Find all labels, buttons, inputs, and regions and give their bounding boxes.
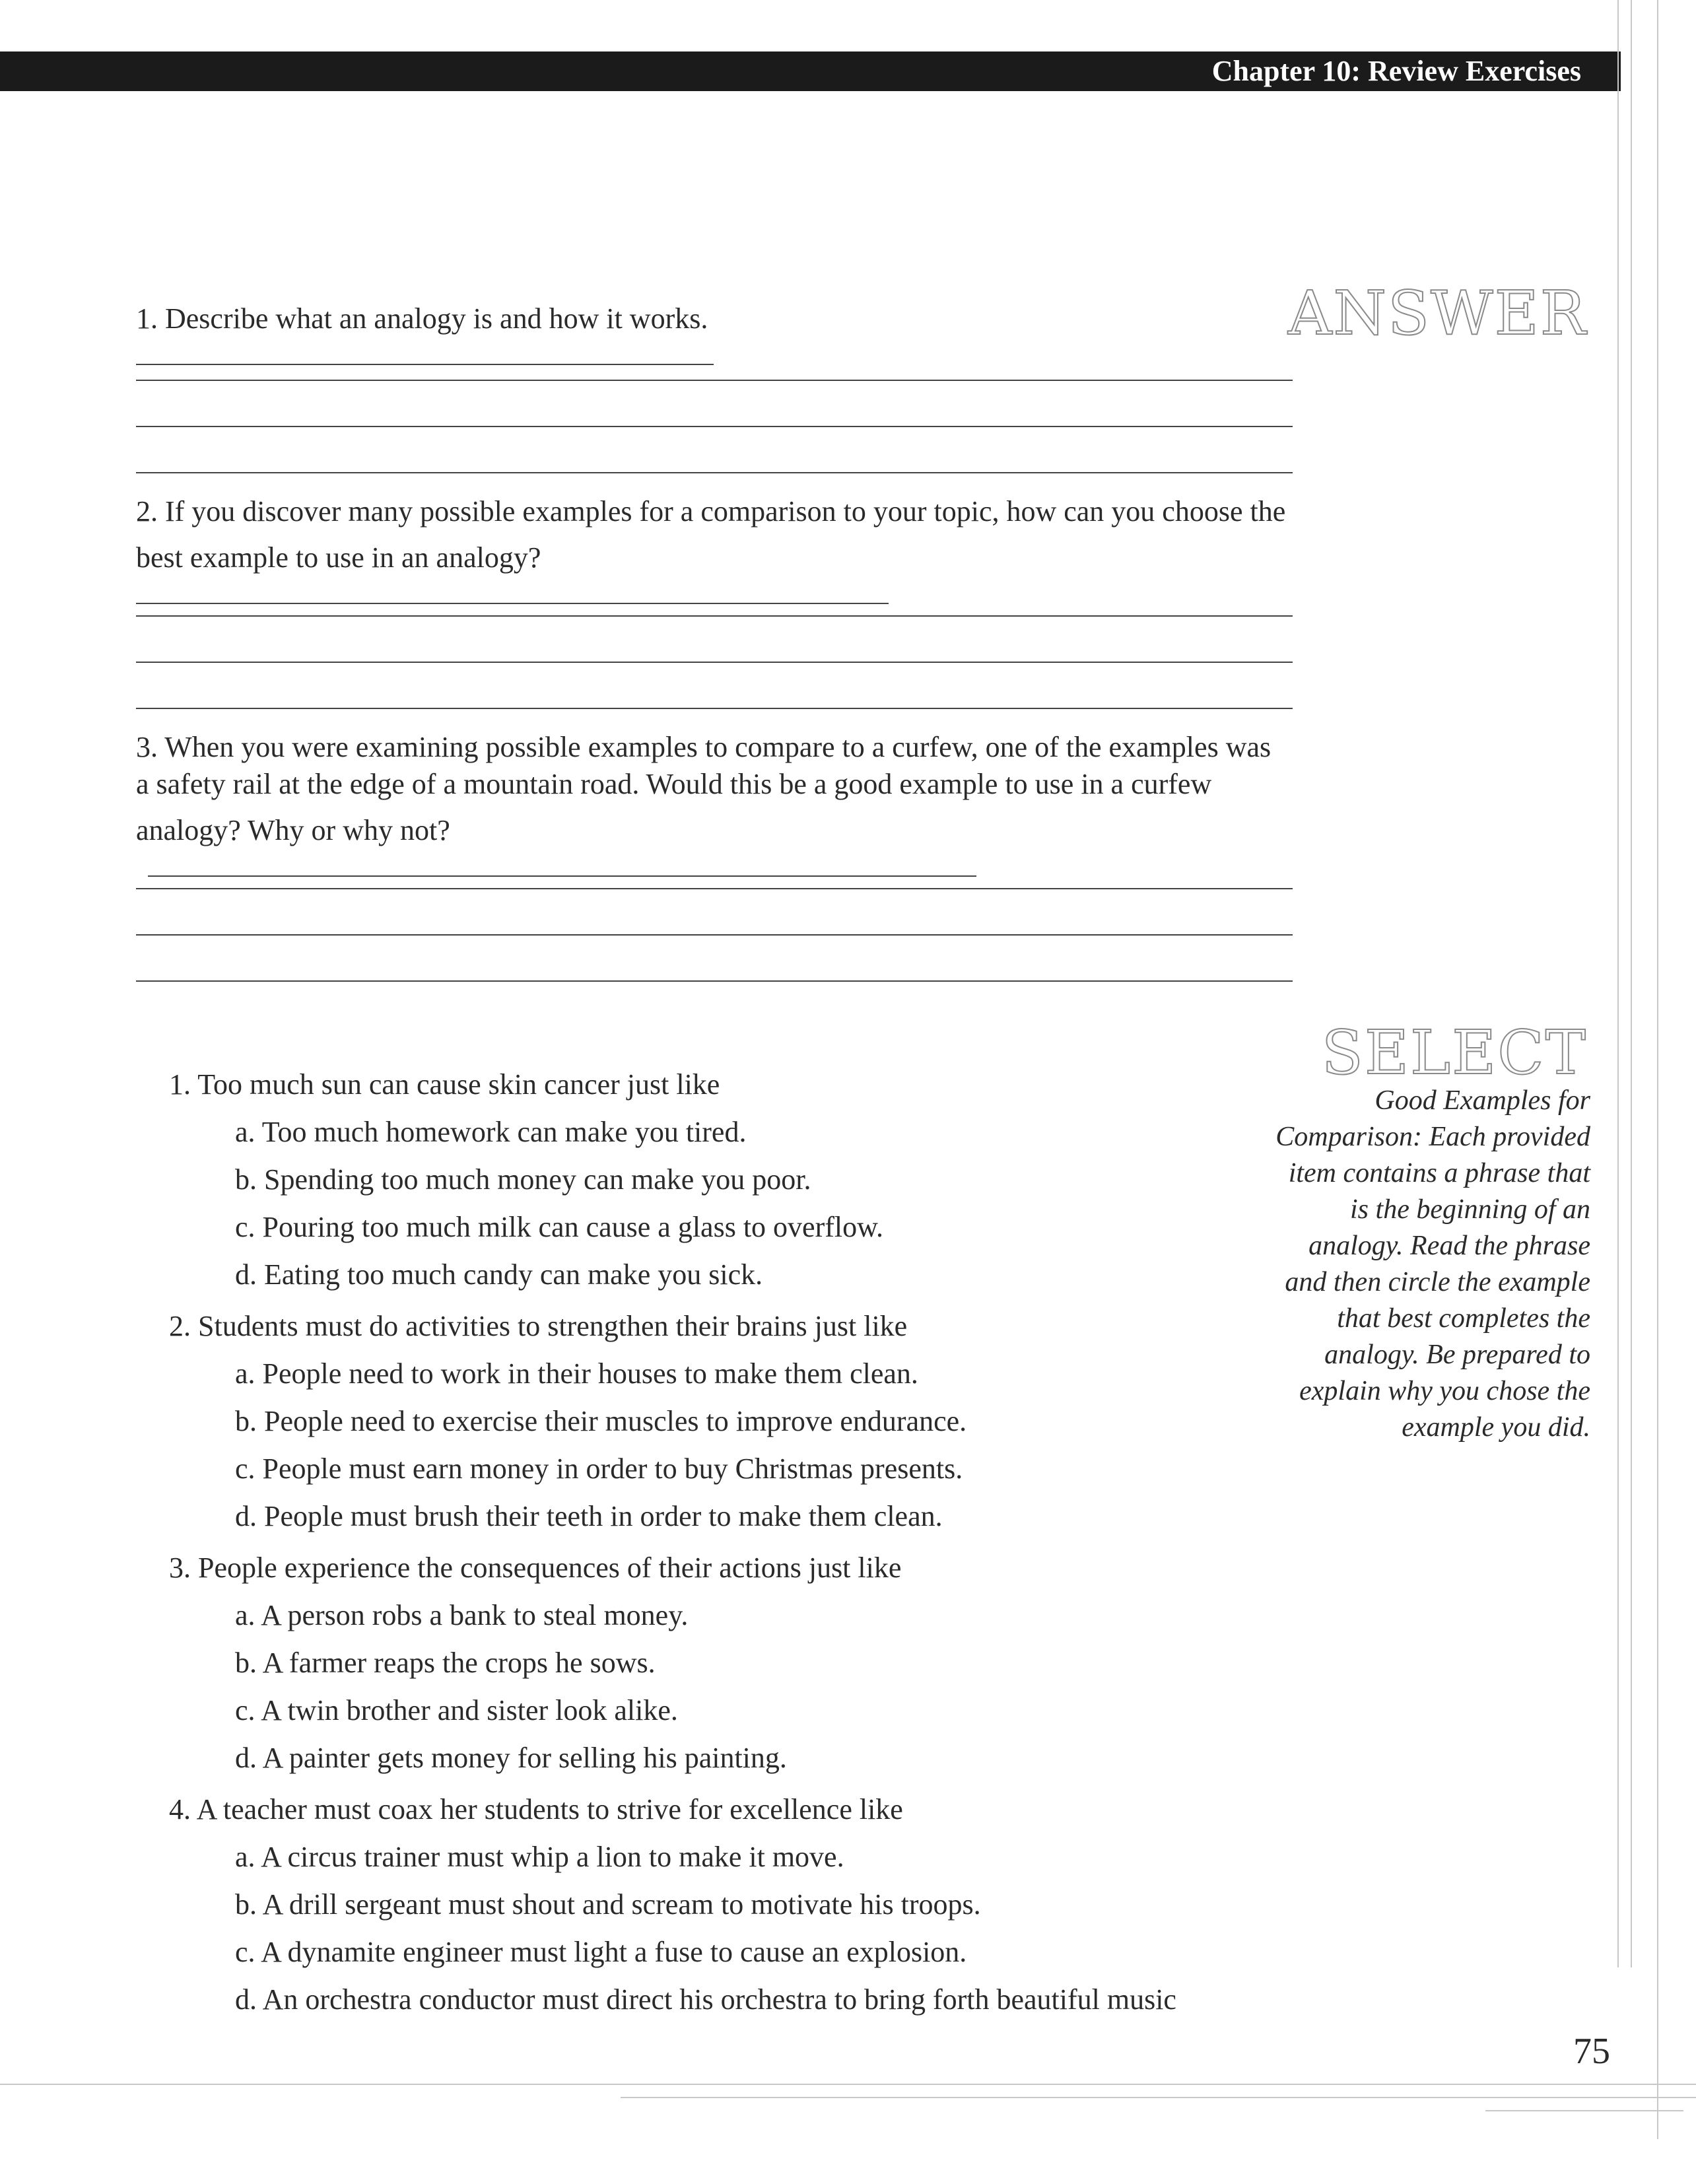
select-option[interactable]: d. People must brush their teeth in order to make them clean. bbox=[235, 1500, 943, 1532]
select-option[interactable]: b. People need to exercise their muscles to improve endurance. bbox=[235, 1405, 967, 1437]
select-option[interactable]: a. A person robs a bank to steal money. bbox=[235, 1599, 689, 1631]
frame-line-right-1 bbox=[1617, 0, 1619, 1967]
select-option[interactable]: a. A circus trainer must whip a lion to make it move. bbox=[235, 1841, 844, 1873]
answer-heading: ANSWER bbox=[1288, 278, 1587, 349]
chapter-title: Chapter 10: Review Exercises bbox=[1211, 55, 1581, 87]
chapter-header-bar bbox=[0, 51, 1621, 91]
frame-line-bottom-1 bbox=[0, 2084, 1696, 2085]
select-item-prompt: 1. Too much sun can cause skin cancer just like bbox=[169, 1068, 720, 1101]
answer-3-line-3[interactable] bbox=[136, 934, 1293, 936]
frame-line-right-2 bbox=[1631, 0, 1632, 1967]
answer-2-line-2[interactable] bbox=[136, 615, 1293, 617]
select-option[interactable]: b. Spending too much money can make you poor. bbox=[235, 1163, 811, 1196]
select-option[interactable]: a. People need to work in their houses to make them clean. bbox=[235, 1357, 918, 1390]
question-2 bbox=[136, 493, 1291, 613]
question-1-text: 1. Describe what an analogy is and how it works. bbox=[136, 302, 708, 335]
answer-1-line-1[interactable] bbox=[136, 339, 714, 365]
select-instructions: Good Examples for Comparison: Each provided item contains a phrase that is the beginning of an analogy. Read the phrase and then circle the example that best completes the analogy. Be prepared to explain why you chose the example you did. bbox=[1275, 1085, 1590, 1443]
answer-1-line-3[interactable] bbox=[136, 426, 1293, 427]
select-item-1 bbox=[169, 1066, 1291, 1293]
select-items bbox=[169, 1066, 1291, 2033]
answer-2-line-3[interactable] bbox=[136, 662, 1293, 663]
question-3-text-line-3: analogy? Why or why not? bbox=[136, 814, 450, 846]
frame-line-right-3 bbox=[1657, 0, 1658, 2139]
question-2-text-line-2: best example to use in an analogy? bbox=[136, 541, 541, 574]
question-2-text-line-1: 2. If you discover many possible examples for a comparison to your topic, how can you choose the bbox=[136, 495, 1286, 528]
answer-1-line-2[interactable] bbox=[136, 380, 1293, 381]
answer-1-line-4[interactable] bbox=[136, 472, 1293, 473]
question-3 bbox=[136, 729, 1291, 886]
answer-3-line-1[interactable] bbox=[148, 850, 976, 877]
select-option[interactable]: c. A dynamite engineer must light a fuse to cause an explosion. bbox=[235, 1936, 967, 1968]
select-item-2 bbox=[169, 1308, 1291, 1535]
select-item-prompt: 2. Students must do activities to strengthen their brains just like bbox=[169, 1310, 908, 1342]
select-option[interactable]: d. A painter gets money for selling his painting. bbox=[235, 1742, 787, 1774]
select-option[interactable]: c. Pouring too much milk can cause a glass to overflow. bbox=[235, 1211, 884, 1243]
page-number: 75 bbox=[1573, 2031, 1610, 2072]
answer-2-line-4[interactable] bbox=[136, 708, 1293, 709]
frame-line-bottom-3 bbox=[1485, 2110, 1683, 2111]
select-option[interactable]: b. A drill sergeant must shout and scream to motivate his troops. bbox=[235, 1888, 981, 1921]
select-heading: SELECT bbox=[1321, 1017, 1587, 1088]
select-option[interactable]: a. Too much homework can make you tired. bbox=[235, 1116, 747, 1148]
select-item-4 bbox=[169, 1791, 1291, 2018]
question-3-text-line-1: 3. When you were examining possible examples to compare to a curfew, one of the examples was bbox=[136, 731, 1272, 763]
select-option[interactable]: b. A farmer reaps the crops he sows. bbox=[235, 1647, 656, 1679]
question-3-text-line-2: a safety rail at the edge of a mountain road. Would this be a good example to use in a curfew bbox=[136, 768, 1212, 800]
answer-3-line-2[interactable] bbox=[136, 888, 1293, 889]
answer-2-line-1[interactable] bbox=[136, 578, 889, 604]
select-option[interactable]: d. Eating too much candy can make you sick. bbox=[235, 1258, 763, 1291]
select-item-3 bbox=[169, 1550, 1291, 1777]
select-option[interactable]: c. People must earn money in order to buy Christmas presents. bbox=[235, 1452, 963, 1485]
select-option[interactable]: c. A twin brother and sister look alike. bbox=[235, 1694, 678, 1726]
select-item-prompt: 4. A teacher must coax her students to strive for excellence like bbox=[169, 1793, 903, 1826]
frame-line-bottom-2 bbox=[621, 2097, 1696, 2098]
select-option[interactable]: d. An orchestra conductor must direct his orchestra to bring forth beautiful music bbox=[235, 1983, 1176, 2016]
answer-3-line-4[interactable] bbox=[136, 980, 1293, 982]
select-item-prompt: 3. People experience the consequences of their actions just like bbox=[169, 1552, 902, 1584]
question-1 bbox=[136, 300, 1291, 374]
